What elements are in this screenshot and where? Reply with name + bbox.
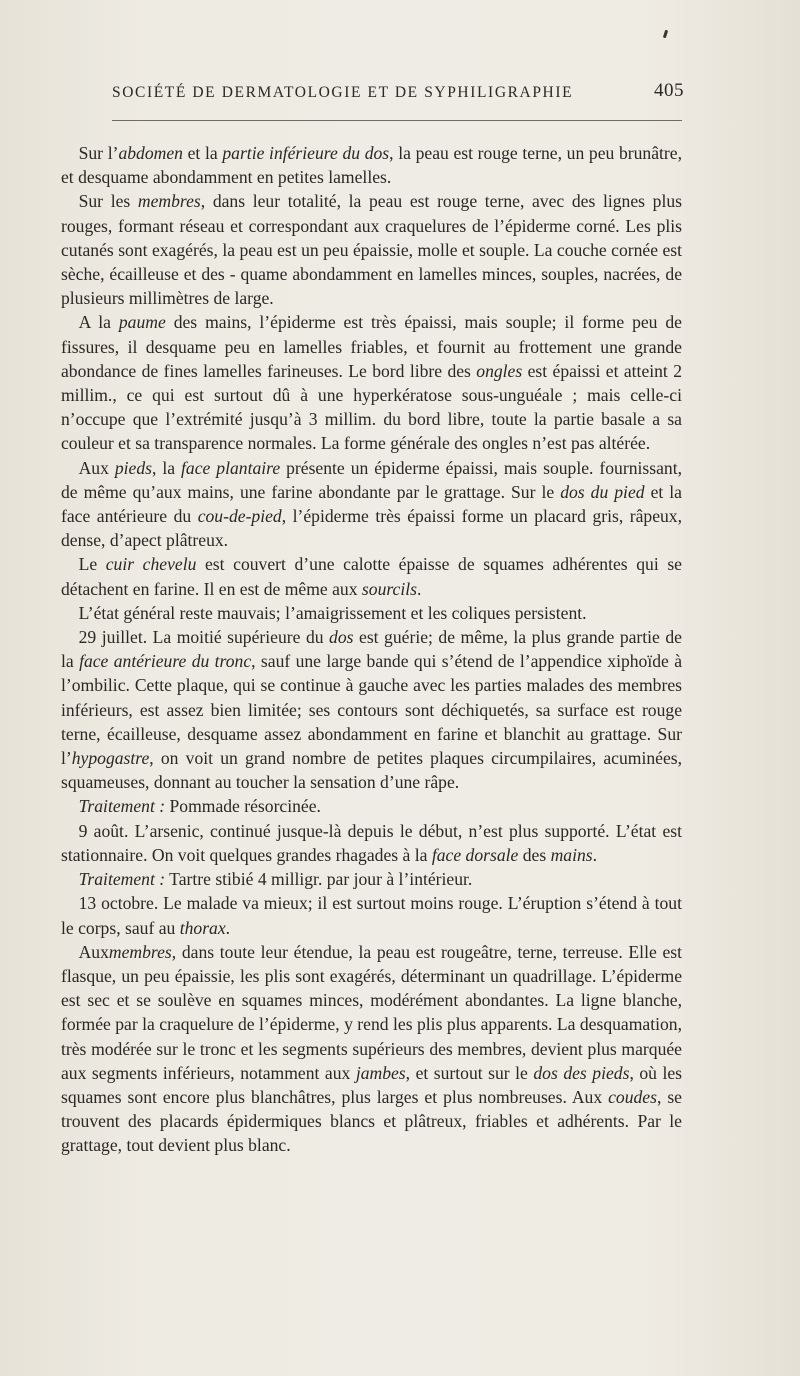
paragraph-etat-general [61, 601, 682, 625]
italic-run: cuir chevelu [105, 554, 197, 575]
italic-run: mains [550, 844, 593, 865]
text-run: est guérie; de même, la plus grande partie de la [61, 627, 682, 672]
text-run: , dans leur totalité, la peau est rouge terne, avec des lignes plus rouges, formant réseau et correspondant aux craquelures de l’épiderme corné. Les plis cutanés sont exagérés, la peau est un peu épaissie, molle et souple. La couche cornée est sèche, écailleuse et des - quame abondamment en lamelles minces, souples, nacrées, de plusieurs millimètres de large. [61, 191, 682, 309]
text-run: , la peau est rouge terne, un peu brunâtre, et desquame abondamment en petites lamelles. [61, 143, 682, 188]
text-run: , se trouvent des placards épidermiques blancs et plâtreux, friables et adhérents. Par le grattage, tout devient plus blanc. [61, 1086, 682, 1156]
paragraph-pieds [61, 456, 682, 553]
italic-run: membres [137, 191, 201, 212]
text-run: . [225, 917, 231, 938]
text-run: , dans toute leur étendue, la peau est rougeâtre, terne, terreuse. Elle est flasque, un peu épaissie, les plis sont exagérés, déterminant un quadrillage. L’épiderme est sec et se soulève en squames minces, modérément abondantes. La ligne blanche, formée par la craquelure de l’épiderme, y rend les plis plus apparents. La desquamation, très modérée sur le tronc et les segments supérieurs des membres, devient plus marquée aux segments inférieurs, notamment aux [61, 941, 682, 1083]
italic-run: jambes [355, 1062, 406, 1083]
paragraph-traitement-2 [61, 867, 682, 891]
text-run: Le [78, 554, 106, 575]
paragraph-paume [61, 310, 682, 455]
text-run: , la [152, 457, 182, 478]
text-run: est couvert d’une calotte épaisse de squames adhérentes qui se détachent en farine. Il en est de même aux [61, 554, 682, 599]
paragraph-29-juillet [61, 625, 682, 794]
paragraph-aux-membres [61, 940, 682, 1158]
paragraph-membres [61, 189, 682, 310]
paragraph-13-octobre [61, 891, 682, 939]
text-run: est épaissi et atteint 2 millim., ce qui est surtout dû à une hyperkératose sous-unguéale ; mais celle-ci n’occupe que l’extrémité jusqu’à 3 millim. du bord libre, toute la partie basale a sa couleur et sa transparence normales. La forme générale des ongles n’est pas altérée. [61, 360, 683, 454]
text-run: et la [182, 143, 223, 163]
text-run: , où les squames sont encore plus blanchâtres, plus larges et plus nombreuses. Aux [61, 1062, 682, 1107]
text-run: 29 juillet. La moitié supérieure du [78, 627, 330, 648]
running-title: SOCIÉTÉ DE DERMATOLOGIE ET DE SYPHILIGRAPHIE [112, 84, 574, 101]
body-text [61, 141, 682, 1158]
text-run: , l’épiderme très épaissi forme un placard gris, râpeux, dense, d’apect plâtreux. [61, 506, 683, 551]
text-run: Sur les [78, 191, 138, 212]
text-run: . [592, 844, 598, 865]
italic-run: Traitement : [78, 796, 166, 817]
italic-run: face dorsale [431, 844, 519, 865]
text-run: Pommade résorcinée. [165, 796, 321, 817]
italic-run: coudes [608, 1086, 657, 1107]
page-header [112, 80, 684, 110]
page-number: 405 [654, 80, 684, 101]
text-run: des mains, l’épiderme est très épaissi, mais souple; il forme peu de fissures, il desquame peu en lamelles friables, et fournit au frottement une grande abondance de fines lamelles farineuses. Le bord libre des [61, 312, 682, 381]
text-run: des [518, 844, 551, 865]
italic-run: dos du pied [560, 481, 645, 502]
ink-speck [663, 30, 668, 39]
italic-run: dos des pieds [533, 1062, 630, 1083]
text-run: et la face antérieure du [61, 481, 682, 527]
italic-run: face antérieure du tronc [79, 651, 252, 672]
text-run: Aux [78, 457, 115, 478]
text-run: 13 octobre. Le malade va mieux; il est surtout moins rouge. L’éruption s’étend à tout le corps, sauf au [61, 893, 682, 938]
text-run: présente un épiderme épaissi, mais souple. fournissant, de même qu’aux mains, une farine abondante par le grattage. Sur le [61, 457, 682, 502]
paragraph-9-aout [61, 819, 682, 867]
paragraph-cuir-chevelu [61, 552, 682, 600]
italic-run: pieds [114, 457, 152, 478]
text-run: 9 août. L’arsenic, continué jusque-là depuis le début, n’est plus supporté. L’état est stationnaire. On voit quelques grandes rhagades à la [61, 820, 682, 865]
italic-run: ongles [476, 360, 523, 381]
italic-run: partie inférieure du dos [222, 143, 390, 163]
paragraph-traitement-1 [61, 794, 682, 818]
text-run: . [417, 578, 422, 599]
italic-run: cou-de-pied [197, 506, 282, 527]
italic-run: dos [329, 627, 354, 648]
italic-run: abdomen [118, 143, 183, 163]
text-run: A la [78, 312, 119, 333]
italic-run: Traitement : [78, 869, 166, 890]
italic-run: face plantaire [181, 457, 281, 478]
italic-run: membres [108, 941, 172, 962]
text-run: , sauf une large bande qui s’étend de l’appendice xiphoïde à l’ombilic. Cette plaque, qui se continue à gauche avec les parties malades des membres inférieurs, est assez bien limitée; ses contours sont déchiquetés, sa surface est rouge terne, écailleuse, desquame assez abondamment en farine et blanchit au grattage. Sur l’ [61, 651, 683, 769]
italic-run: paume [118, 312, 166, 333]
text-run: Aux [78, 941, 109, 962]
italic-run: sourcils [361, 578, 417, 599]
text-run: , on voit un grand nombre de petites plaques circumpilaires, acuminées, squameuses, donnant au toucher la sensation d’une râpe. [61, 748, 682, 793]
italic-run: thorax [179, 917, 226, 938]
text-run: Sur l’ [78, 143, 119, 163]
text-run: Tartre stibié 4 milligr. par jour à l’intérieur. [165, 869, 473, 890]
header-rule [112, 120, 682, 121]
paragraph-abdomen [61, 141, 682, 189]
text-run: L’état général reste mauvais; l’amaigrissement et les coliques persistent. [78, 602, 587, 623]
italic-run: hypogastre [71, 748, 150, 769]
text-run: , et surtout sur le [405, 1062, 534, 1083]
